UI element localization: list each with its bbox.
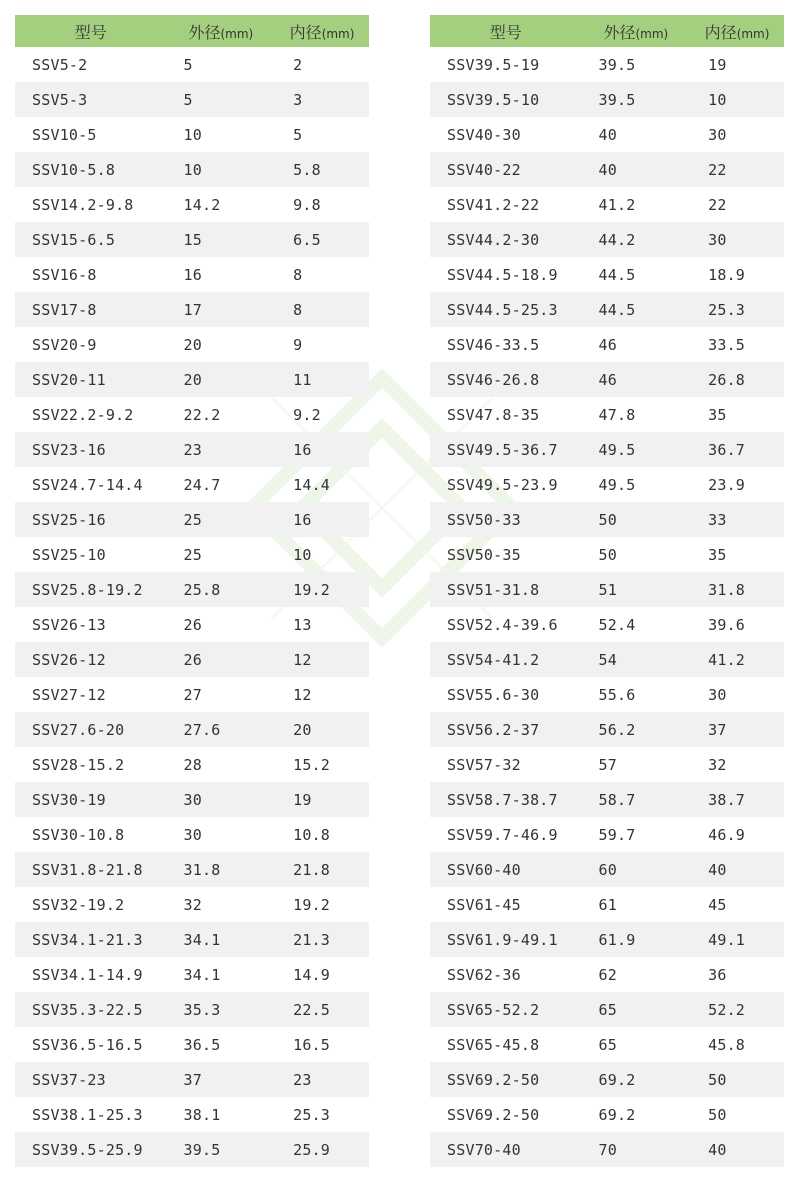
table-row	[15, 537, 369, 572]
cell-outer-diameter: 36.5	[183, 1035, 221, 1054]
cell-outer-diameter: 35.3	[167, 992, 276, 1027]
cell-model: SSV69.2-50	[430, 1062, 582, 1097]
table-row	[15, 817, 369, 852]
cell-inner-diameter: 30	[708, 685, 727, 704]
table-row	[15, 782, 369, 817]
table-row	[15, 1062, 369, 1097]
cell-outer-diameter: 34.1	[183, 965, 221, 984]
cell-model: SSV47.8-35	[447, 405, 540, 424]
table-row	[15, 1132, 369, 1167]
cell-model: SSV44.5-18.9	[447, 265, 558, 284]
cell-inner-diameter: 19	[708, 55, 727, 74]
header-outer-unit: (mm)	[220, 26, 254, 41]
table-row	[430, 1027, 784, 1062]
table-row	[430, 187, 784, 222]
header-inner-label: 内径	[289, 22, 322, 42]
cell-model: SSV39.5-25.9	[15, 1132, 167, 1167]
cell-outer-diameter: 16	[183, 265, 202, 284]
cell-model: SSV26-12	[15, 642, 167, 677]
header-inner-unit: (mm)	[321, 26, 355, 41]
cell-outer-diameter: 28	[183, 755, 202, 774]
cell-model: SSV20-11	[15, 362, 167, 397]
cell-model: SSV65-52.2	[430, 992, 582, 1027]
cell-outer-diameter: 52.4	[598, 615, 636, 634]
table-row	[15, 572, 369, 607]
cell-inner-diameter: 16.5	[293, 1035, 331, 1054]
cell-model: SSV39.5-19	[447, 55, 540, 74]
cell-model: SSV31.8-21.8	[15, 852, 167, 887]
cell-inner-diameter: 21.8	[275, 852, 369, 887]
cell-outer-diameter: 39.5	[167, 1132, 276, 1167]
cell-model: SSV16-8	[32, 265, 97, 284]
cell-outer-diameter: 20	[167, 362, 276, 397]
cell-model: SSV25-16	[15, 502, 167, 537]
cell-outer-diameter: 58.7	[582, 782, 691, 817]
cell-outer-diameter: 47.8	[598, 405, 636, 424]
table-row	[15, 607, 369, 642]
table-row	[430, 222, 784, 257]
cell-inner-diameter: 23.9	[708, 475, 746, 494]
cell-model: SSV50-33	[430, 502, 582, 537]
cell-inner-diameter: 5.8	[275, 152, 369, 187]
cell-outer-diameter: 50	[598, 545, 617, 564]
table-row	[430, 432, 784, 467]
cell-inner-diameter: 9.2	[293, 405, 321, 424]
cell-inner-diameter: 14.4	[293, 475, 331, 494]
cell-outer-diameter: 31.8	[167, 852, 276, 887]
cell-model: SSV34.1-21.3	[15, 922, 167, 957]
cell-model: SSV69.2-50	[447, 1105, 540, 1124]
table-row	[430, 572, 784, 607]
cell-inner-diameter: 50	[690, 1062, 784, 1097]
cell-model: SSV25.8-19.2	[15, 572, 167, 607]
table-row	[15, 712, 369, 747]
header-outer-label: 外径	[603, 22, 636, 42]
cell-model: SSV61.9-49.1	[430, 922, 582, 957]
table-row	[430, 712, 784, 747]
table-row	[15, 677, 369, 712]
cell-model: SSV56.2-37	[430, 712, 582, 747]
cell-outer-diameter: 10	[167, 152, 276, 187]
cell-inner-diameter: 19.2	[293, 895, 331, 914]
cell-model: SSV14.2-9.8	[32, 195, 134, 214]
cell-inner-diameter: 9.8	[293, 195, 321, 214]
cell-inner-diameter: 45	[708, 895, 727, 914]
cell-model: SSV59.7-46.9	[447, 825, 558, 844]
header-outer-unit: (mm)	[635, 26, 669, 41]
cell-model: SSV49.5-23.9	[447, 475, 558, 494]
cell-outer-diameter: 57	[598, 755, 617, 774]
cell-inner-diameter: 22	[708, 195, 727, 214]
cell-outer-diameter: 15	[167, 222, 276, 257]
cell-outer-diameter: 39.5	[582, 82, 691, 117]
cell-inner-diameter: 15.2	[293, 755, 331, 774]
table-row	[430, 642, 784, 677]
cell-model: SSV65-45.8	[447, 1035, 540, 1054]
table-row	[15, 222, 369, 257]
cell-inner-diameter: 49.1	[690, 922, 784, 957]
cell-model: SSV37-23	[15, 1062, 167, 1097]
cell-outer-diameter: 51	[582, 572, 691, 607]
cell-outer-diameter: 55.6	[598, 685, 636, 704]
cell-outer-diameter: 41.2	[598, 195, 636, 214]
table-row	[15, 257, 369, 292]
cell-model: SSV39.5-10	[430, 82, 582, 117]
table-row	[15, 887, 369, 922]
table-row	[430, 607, 784, 642]
cell-model: SSV5-3	[15, 82, 167, 117]
cell-inner-diameter: 33.5	[708, 335, 746, 354]
cell-model: SSV51-31.8	[430, 572, 582, 607]
cell-inner-diameter: 35	[708, 405, 727, 424]
cell-inner-diameter: 32	[708, 755, 727, 774]
cell-model: SSV40-30	[447, 125, 521, 144]
table-row	[15, 187, 369, 222]
cell-model: SSV57-32	[447, 755, 521, 774]
table-row	[430, 782, 784, 817]
cell-outer-diameter: 59.7	[598, 825, 636, 844]
table-row	[430, 957, 784, 992]
cell-inner-diameter: 10	[293, 545, 312, 564]
cell-inner-diameter: 36	[708, 965, 727, 984]
cell-model: SSV10-5.8	[15, 152, 167, 187]
cell-model: SSV60-40	[430, 852, 582, 887]
header-outer-label: 外径	[188, 22, 221, 42]
table-row	[430, 1062, 784, 1097]
cell-model: SSV46-33.5	[447, 335, 540, 354]
cell-model: SSV27-12	[32, 685, 106, 704]
cell-outer-diameter: 27	[183, 685, 202, 704]
cell-inner-diameter: 35	[708, 545, 727, 564]
header-inner-diameter	[275, 15, 369, 47]
cell-inner-diameter: 37	[690, 712, 784, 747]
header-inner-label: 内径	[704, 22, 737, 42]
cell-outer-diameter: 49.5	[582, 432, 691, 467]
table-row	[430, 397, 784, 432]
table-row	[430, 82, 784, 117]
table-row	[430, 677, 784, 712]
cell-outer-diameter: 17	[167, 292, 276, 327]
cell-model: SSV34.1-14.9	[32, 965, 143, 984]
table-row	[15, 82, 369, 117]
cell-model: SSV24.7-14.4	[32, 475, 143, 494]
table-row	[15, 922, 369, 957]
table-row	[430, 47, 784, 82]
cell-outer-diameter: 69.2	[598, 1105, 636, 1124]
cell-inner-diameter: 38.7	[690, 782, 784, 817]
cell-outer-diameter: 61	[598, 895, 617, 914]
cell-outer-diameter: 60	[582, 852, 691, 887]
cell-inner-diameter: 9	[293, 335, 303, 354]
cell-inner-diameter: 19.2	[275, 572, 369, 607]
cell-model: SSV38.1-25.3	[32, 1105, 143, 1124]
table-row	[430, 327, 784, 362]
table-row	[430, 922, 784, 957]
cell-inner-diameter: 41.2	[690, 642, 784, 677]
cell-outer-diameter: 39.5	[598, 55, 636, 74]
cell-model: SSV22.2-9.2	[32, 405, 134, 424]
table-header-row	[430, 15, 784, 47]
spec-table-left	[15, 15, 369, 1167]
cell-inner-diameter: 2	[293, 55, 303, 74]
cell-outer-diameter: 5	[183, 55, 193, 74]
cell-inner-diameter: 11	[275, 362, 369, 397]
header-model	[430, 15, 582, 47]
cell-model: SSV44.2-30	[430, 222, 582, 257]
header-inner-unit: (mm)	[736, 26, 770, 41]
cell-outer-diameter: 25	[183, 545, 202, 564]
cell-model: SSV26-13	[32, 615, 106, 634]
cell-outer-diameter: 34.1	[167, 922, 276, 957]
header-inner-diameter	[690, 15, 784, 47]
cell-outer-diameter: 44.5	[598, 265, 636, 284]
cell-outer-diameter: 50	[582, 502, 691, 537]
cell-outer-diameter: 54	[582, 642, 691, 677]
table-row	[15, 992, 369, 1027]
cell-outer-diameter: 70	[582, 1132, 691, 1167]
table-row	[430, 117, 784, 152]
header-outer-diameter	[167, 15, 276, 47]
cell-model: SSV49.5-36.7	[430, 432, 582, 467]
cell-inner-diameter: 18.9	[708, 265, 746, 284]
cell-inner-diameter: 13	[293, 615, 312, 634]
cell-model: SSV27.6-20	[15, 712, 167, 747]
cell-model: SSV50-35	[447, 545, 521, 564]
cell-inner-diameter: 30	[708, 125, 727, 144]
cell-model: SSV58.7-38.7	[430, 782, 582, 817]
cell-inner-diameter: 30	[690, 222, 784, 257]
cell-outer-diameter: 26	[183, 615, 202, 634]
cell-model: SSV32-19.2	[32, 895, 125, 914]
cell-model: SSV23-16	[15, 432, 167, 467]
cell-inner-diameter: 12	[275, 642, 369, 677]
cell-model: SSV70-40	[430, 1132, 582, 1167]
cell-outer-diameter: 5	[167, 82, 276, 117]
cell-model: SSV30-10.8	[32, 825, 125, 844]
cell-inner-diameter: 20	[275, 712, 369, 747]
table-row	[15, 432, 369, 467]
cell-outer-diameter: 65	[582, 992, 691, 1027]
cell-outer-diameter: 27.6	[167, 712, 276, 747]
cell-outer-diameter: 56.2	[582, 712, 691, 747]
cell-inner-diameter: 31.8	[690, 572, 784, 607]
cell-model: SSV44.5-25.3	[430, 292, 582, 327]
cell-model: SSV5-2	[32, 55, 88, 74]
table-row	[430, 502, 784, 537]
table-row	[430, 747, 784, 782]
table-row	[15, 1097, 369, 1132]
header-outer-diameter	[582, 15, 691, 47]
cell-outer-diameter: 46	[582, 362, 691, 397]
table-row	[15, 642, 369, 677]
cell-model: SSV52.4-39.6	[447, 615, 558, 634]
cell-model: SSV17-8	[15, 292, 167, 327]
cell-outer-diameter: 25	[167, 502, 276, 537]
cell-inner-diameter: 3	[275, 82, 369, 117]
cell-inner-diameter: 52.2	[690, 992, 784, 1027]
cell-outer-diameter: 44.2	[582, 222, 691, 257]
table-row	[430, 852, 784, 887]
cell-outer-diameter: 61.9	[582, 922, 691, 957]
cell-model: SSV40-22	[430, 152, 582, 187]
cell-outer-diameter: 30	[167, 782, 276, 817]
header-model-label: 型号	[74, 22, 107, 42]
cell-model: SSV41.2-22	[447, 195, 540, 214]
cell-inner-diameter: 10	[690, 82, 784, 117]
cell-inner-diameter: 40	[690, 1132, 784, 1167]
cell-model: SSV46-26.8	[430, 362, 582, 397]
table-row	[15, 152, 369, 187]
cell-inner-diameter: 25.3	[293, 1105, 331, 1124]
header-model	[15, 15, 167, 47]
cell-inner-diameter: 5	[293, 125, 303, 144]
cell-inner-diameter: 40	[690, 852, 784, 887]
cell-model: SSV30-19	[15, 782, 167, 817]
cell-outer-diameter: 44.5	[582, 292, 691, 327]
cell-outer-diameter: 46	[598, 335, 617, 354]
cell-outer-diameter: 26	[167, 642, 276, 677]
cell-outer-diameter: 23	[167, 432, 276, 467]
cell-outer-diameter: 32	[183, 895, 202, 914]
cell-inner-diameter: 36.7	[690, 432, 784, 467]
cell-outer-diameter: 20	[183, 335, 202, 354]
cell-model: SSV35.3-22.5	[15, 992, 167, 1027]
cell-inner-diameter: 16	[275, 432, 369, 467]
header-model-label: 型号	[489, 22, 522, 42]
cell-outer-diameter: 22.2	[183, 405, 221, 424]
table-header-row	[15, 15, 369, 47]
table-row	[15, 467, 369, 502]
cell-inner-diameter: 8	[293, 265, 303, 284]
cell-inner-diameter: 46.9	[708, 825, 746, 844]
cell-outer-diameter: 69.2	[582, 1062, 691, 1097]
cell-model: SSV28-15.2	[32, 755, 125, 774]
cell-inner-diameter: 6.5	[275, 222, 369, 257]
cell-model: SSV20-9	[32, 335, 97, 354]
cell-inner-diameter: 12	[293, 685, 312, 704]
table-row	[430, 1097, 784, 1132]
cell-inner-diameter: 22	[690, 152, 784, 187]
table-row	[15, 362, 369, 397]
cell-outer-diameter: 14.2	[183, 195, 221, 214]
table-row	[430, 292, 784, 327]
table-row	[15, 1027, 369, 1062]
table-row	[15, 852, 369, 887]
table-row	[430, 887, 784, 922]
cell-model: SSV10-5	[32, 125, 97, 144]
spec-table-right	[430, 15, 784, 1167]
table-row	[15, 957, 369, 992]
cell-inner-diameter: 14.9	[293, 965, 331, 984]
cell-inner-diameter: 10.8	[293, 825, 331, 844]
cell-inner-diameter: 33	[690, 502, 784, 537]
cell-outer-diameter: 62	[598, 965, 617, 984]
cell-inner-diameter: 39.6	[708, 615, 746, 634]
table-row	[15, 327, 369, 362]
cell-inner-diameter: 22.5	[275, 992, 369, 1027]
cell-model: SSV62-36	[447, 965, 521, 984]
cell-model: SSV54-41.2	[430, 642, 582, 677]
cell-inner-diameter: 50	[708, 1105, 727, 1124]
table-row	[15, 502, 369, 537]
cell-inner-diameter: 19	[275, 782, 369, 817]
table-row	[15, 292, 369, 327]
table-row	[430, 817, 784, 852]
table-row	[430, 537, 784, 572]
cell-outer-diameter: 49.5	[598, 475, 636, 494]
cell-inner-diameter: 23	[275, 1062, 369, 1097]
cell-outer-diameter: 10	[183, 125, 202, 144]
cell-outer-diameter: 38.1	[183, 1105, 221, 1124]
table-row	[15, 47, 369, 82]
table-row	[15, 117, 369, 152]
cell-outer-diameter: 40	[598, 125, 617, 144]
cell-model: SSV55.6-30	[447, 685, 540, 704]
cell-inner-diameter: 25.3	[690, 292, 784, 327]
cell-outer-diameter: 40	[582, 152, 691, 187]
cell-inner-diameter: 16	[275, 502, 369, 537]
cell-model: SSV25-10	[32, 545, 106, 564]
cell-outer-diameter: 30	[183, 825, 202, 844]
table-row	[430, 1132, 784, 1167]
cell-inner-diameter: 26.8	[690, 362, 784, 397]
cell-model: SSV15-6.5	[15, 222, 167, 257]
cell-inner-diameter: 21.3	[275, 922, 369, 957]
cell-inner-diameter: 45.8	[708, 1035, 746, 1054]
cell-model: SSV61-45	[447, 895, 521, 914]
table-row	[430, 362, 784, 397]
cell-outer-diameter: 37	[167, 1062, 276, 1097]
cell-inner-diameter: 8	[275, 292, 369, 327]
cell-outer-diameter: 25.8	[167, 572, 276, 607]
table-row	[430, 467, 784, 502]
cell-inner-diameter: 25.9	[275, 1132, 369, 1167]
table-row	[430, 257, 784, 292]
table-row	[15, 397, 369, 432]
cell-model: SSV36.5-16.5	[32, 1035, 143, 1054]
cell-outer-diameter: 24.7	[183, 475, 221, 494]
cell-outer-diameter: 65	[598, 1035, 617, 1054]
table-row	[430, 992, 784, 1027]
table-row	[15, 747, 369, 782]
table-row	[430, 152, 784, 187]
